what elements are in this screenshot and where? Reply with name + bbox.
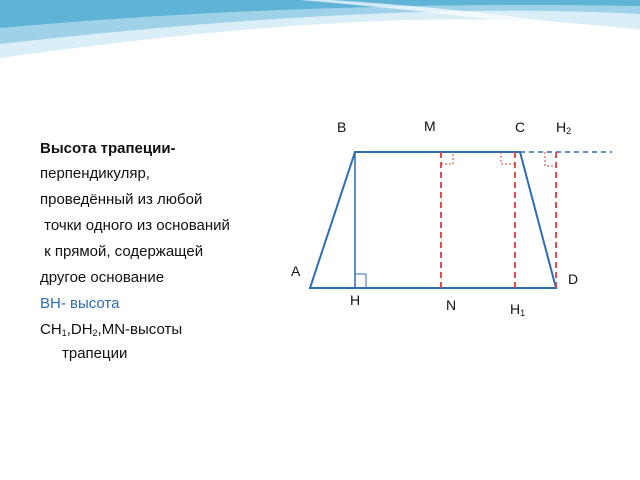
note-ch: CH xyxy=(40,321,62,338)
label-h1 xyxy=(510,301,525,317)
note-dh-sub: 2 xyxy=(92,328,98,338)
other-heights-note-end: трапеции xyxy=(62,345,128,362)
label-m: M xyxy=(424,118,436,134)
note-ch-sub: 1 xyxy=(61,328,67,338)
bh-height-note: BH- высота xyxy=(40,295,120,312)
label-h2-sub: 2 xyxy=(566,126,572,136)
definition-line-3: проведённый из любой xyxy=(40,191,203,208)
right-angle-dh2 xyxy=(545,152,556,166)
label-h: H xyxy=(350,292,361,308)
definition-line-4: точки одного из оснований xyxy=(40,217,230,234)
definition-line-5: к прямой, содержащей xyxy=(40,243,204,260)
label-h2-main: H xyxy=(556,119,567,135)
trapezoid-abcd xyxy=(310,152,556,288)
label-a: A xyxy=(291,263,301,279)
label-h2 xyxy=(556,119,571,135)
right-angle-mn xyxy=(441,152,453,164)
right-angle-ch1 xyxy=(501,152,515,164)
label-h1-main: H xyxy=(510,301,521,317)
definition-title: Высота трапеции- xyxy=(40,140,176,157)
label-n: N xyxy=(446,297,457,313)
note-dh: ,DH xyxy=(66,321,93,338)
label-b: B xyxy=(337,119,347,135)
right-angle-h xyxy=(355,274,366,288)
label-c: C xyxy=(515,119,526,135)
label-h1-sub: 1 xyxy=(520,308,526,318)
label-d: D xyxy=(568,271,579,287)
definition-line-6: другое основание xyxy=(40,269,165,286)
definition-line-2: перпендикуляр, xyxy=(40,165,150,182)
note-mn: ,MN-высоты xyxy=(97,321,183,338)
